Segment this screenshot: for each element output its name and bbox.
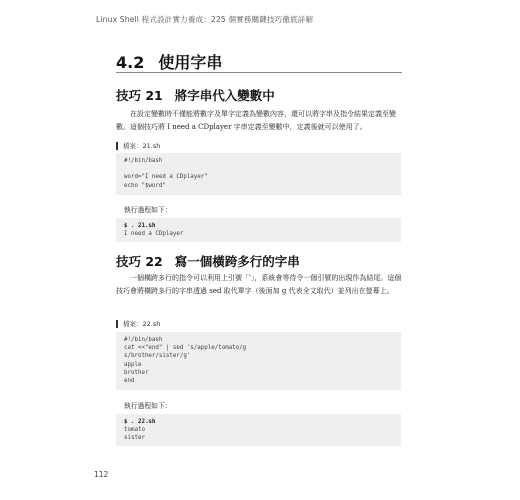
output-line: I need a CDplayer <box>124 231 184 238</box>
tip-21-number: 技巧 21 <box>116 88 163 103</box>
tip-22-file-label: 檔案：22.sh <box>116 320 160 328</box>
code-line: apple <box>124 361 142 368</box>
code-line: word="I need a CDplayer" <box>124 174 208 181</box>
section-heading <box>116 50 222 73</box>
tip-21-exec-label: 執行過程如下： <box>124 206 172 214</box>
code-line: end <box>124 377 135 384</box>
code-line: #!/bin/bash <box>124 158 163 164</box>
tip-22-exec-label: 執行過程如下： <box>124 402 172 410</box>
running-header: Linux Shell 程式設計實力養成：225 個實務關鍵技巧徹底詳解 <box>96 15 314 24</box>
tip-21-output-block <box>116 218 401 242</box>
tip-22-heading <box>116 252 300 270</box>
tip-22-paragraph: 一個橫跨多行的指令可以利用上引號「'」，系統會等待令一個引號的出現作為結尾。這個技巧會將橫跨多行的字串透過 sed 取代單字（後面加 g 代表全文取代）並列出在螢幕上。 <box>116 274 402 295</box>
output-line: $ . 21.sh <box>124 223 156 229</box>
code-line: echo "$word" <box>124 182 166 189</box>
tip-21-title: 將字串代入變數中 <box>174 88 275 103</box>
section-number: 4.2 <box>116 53 145 72</box>
code-line: brother <box>124 369 149 376</box>
tip-22-title: 寫一個橫跨多行的字串 <box>174 254 300 269</box>
output-line: $ . 22.sh <box>124 419 156 425</box>
code-line: cat <<"end" | sed 's/apple/tomato/g <box>124 345 247 352</box>
output-line: sister <box>124 435 145 442</box>
tip-22-output-block <box>116 414 401 446</box>
tip-21-paragraph: 在設定變數時不僅能將數字及單字定義為變數內容，還可以將字串及指令結果定義至變數。這個技巧將 I need a CDplayer 字串定義至變數中，定義後就可以使用了。 <box>116 110 396 131</box>
section-rule <box>116 72 402 73</box>
code-line: s/brother/sister/g' <box>124 353 191 360</box>
page-number: 112 <box>94 470 109 479</box>
tip-22-number: 技巧 22 <box>116 254 163 269</box>
tip-22-code-block <box>116 332 401 390</box>
tip-21-file-label: 檔案：21.sh <box>116 142 160 150</box>
section-title: 使用字串 <box>158 53 223 72</box>
code-line <box>124 165 393 173</box>
tip-21-heading <box>116 86 275 104</box>
tip-21-code-block <box>116 153 401 195</box>
output-line: tomato <box>124 427 145 434</box>
code-line: #!/bin/bash <box>124 337 163 343</box>
